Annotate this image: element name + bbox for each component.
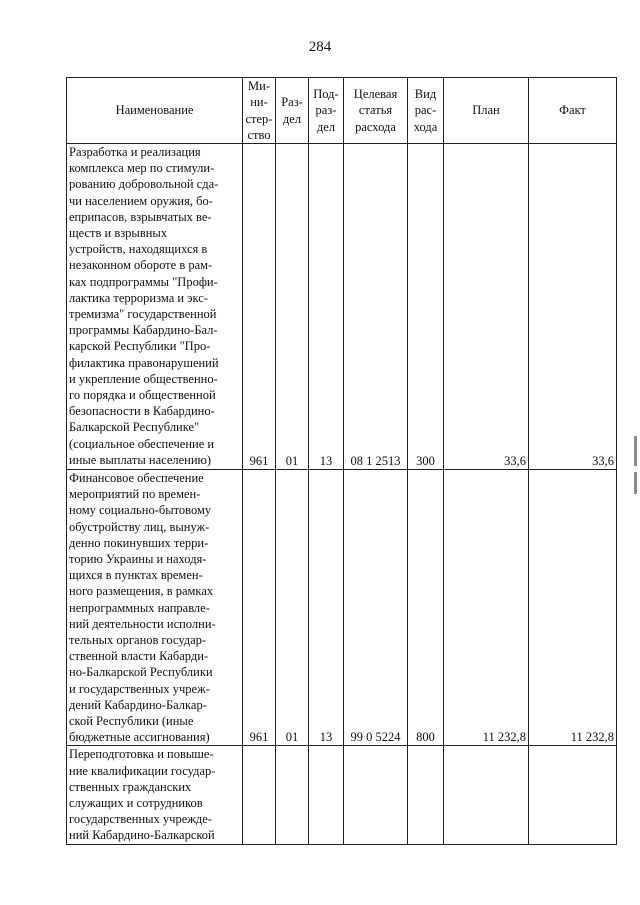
- header-ministry: Ми- ни- стер- ство: [243, 78, 276, 144]
- row-subsection: 13: [309, 144, 344, 470]
- header-expense-type: Вид рас- хода: [408, 78, 444, 144]
- row-name: Финансовое обеспечение мероприятий по времен- ному социально-бытовому обустройству лиц, вынуж- денно покинувших терри- торию Украины и находя- щихся в пунктах времен- ного размещения, в рамках непрограммных направле- ний деятельности исполни- тельных органов государ- ственной власти Кабарди- но-Балкарской Республики и государственных учреж- дений Кабардино-Балкар- ской Республики (иные бюджетные ассигнования): [67, 470, 243, 746]
- header-fact: Факт: [529, 78, 617, 144]
- row-target-article: [344, 746, 408, 844]
- row-section: [276, 746, 309, 844]
- table-row: [67, 746, 617, 844]
- row-expense-type: 800: [408, 470, 444, 746]
- row-target-article: 99 0 5224: [344, 470, 408, 746]
- row-expense-type: 300: [408, 144, 444, 470]
- row-plan: 11 232,8: [444, 470, 529, 746]
- row-target-article: 08 1 2513: [344, 144, 408, 470]
- row-ministry: 961: [243, 144, 276, 470]
- row-ministry: 961: [243, 470, 276, 746]
- row-ministry: [243, 746, 276, 844]
- row-subsection: 13: [309, 470, 344, 746]
- row-name: Переподготовка и повыше- ние квалификации государ- ственных гражданских служащих и сотрудников государственных учрежде- ний Кабардино-Балкарской: [67, 746, 243, 844]
- header-target-article: Целевая статья расхода: [344, 78, 408, 144]
- scan-edge-mark: [634, 436, 637, 466]
- row-section: 01: [276, 144, 309, 470]
- table-row: [67, 144, 617, 470]
- page-number: 284: [308, 39, 332, 55]
- scan-edge-mark: [634, 472, 637, 494]
- row-fact: 11 232,8: [529, 470, 617, 746]
- header-section: Раз- дел: [276, 78, 309, 144]
- budget-table: [66, 77, 617, 845]
- header-subsection: Под- раз- дел: [309, 78, 344, 144]
- row-fact: [529, 746, 617, 844]
- row-section: 01: [276, 470, 309, 746]
- table-header-row: [67, 78, 617, 144]
- row-fact: 33,6: [529, 144, 617, 470]
- header-plan: План: [444, 78, 529, 144]
- row-subsection: [309, 746, 344, 844]
- table-row: [67, 470, 617, 746]
- header-name: Наименование: [67, 78, 243, 144]
- row-expense-type: [408, 746, 444, 844]
- row-plan: [444, 746, 529, 844]
- row-name: Разработка и реализация комплекса мер по стимули- рованию добровольной сда- чи населением оружия, бо- еприпасов, взрывчатых ве- ществ и взрывных устройств, находящихся в незаконном обороте в рам- ках подпрограммы "Профи- лактика терроризма и экс- тремизма" государственной программы Кабардино-Бал- карской Республики "Про- филактика правонарушений и укрепление общественно- го порядка и общественной безопасности в Кабардино- Балкарской Республике" (социальное обеспечение и иные выплаты населению): [67, 144, 243, 470]
- row-plan: 33,6: [444, 144, 529, 470]
